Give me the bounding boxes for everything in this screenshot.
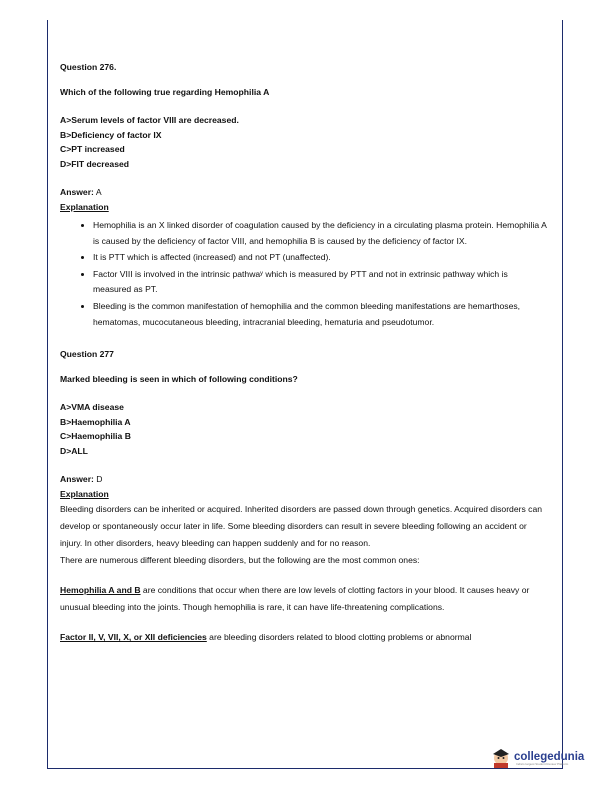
- collegedunia-logo: [490, 746, 584, 768]
- list-item: • Bleeding is the common manifestation of hemophilia and the common bleeding manifestations are hemarthoses, hematomas, mucocutaneous bleeding, intracranial bleeding, hematuria and pseudotumor.: [93, 299, 548, 330]
- q277-paragraph-1: Bleeding disorders can be inherited or acquired. Inherited disorders are passed down through genetics. Acquired disorders can develop or spontaneously occur later in life. Some bleeding disorders can result in severe bleeding following an accident or injury. In other disorders, heavy bleeding can happen suddenly and for no reason.: [60, 504, 543, 549]
- q277-option-d: D>ALL: [60, 445, 88, 456]
- question-276-title: Question 276.: [60, 62, 117, 72]
- q277-explanation-heading: Explanation: [60, 488, 109, 499]
- q277-option-a: A>VMA disease: [60, 402, 124, 413]
- logo-brand-text: collegedunia: [514, 751, 585, 763]
- factor-deficiency-description: are bleeding disorders related to blood clotting problems or abnormal: [206, 632, 472, 643]
- mascot-icon: [490, 746, 512, 768]
- q276-answer-value: A: [95, 187, 102, 197]
- q277-paragraph-2: There are numerous different bleeding disorders, but the following are the most common ones:: [60, 555, 420, 566]
- q277-paragraph-3: [60, 582, 548, 616]
- q277-option-b: B>Haemophilia A: [60, 416, 131, 427]
- q276-option-d: D>FIT decreased: [60, 158, 130, 169]
- factor-deficiency-term: Factor II, V, VII, X, or XII deficiencies: [60, 632, 207, 643]
- q276-explanation-list: [60, 218, 548, 330]
- list-item: • Factor VIII is involved in the intrinsic pathwaʸ which is measured by PTT and not in extrinsic pathway which is measured as PT.: [93, 267, 548, 298]
- list-item: • It is PTT which is affected (increased) and not PT (unaffected).: [93, 250, 548, 266]
- q277-option-c: C>Haemophilia B: [60, 431, 131, 442]
- q276-option-a: A>Serum levels of factor VIII are decreased.: [60, 115, 239, 125]
- question-277-text: Marked bleeding is seen in which of following conditions?: [60, 373, 298, 384]
- hemophilia-description: are conditions that occur when there are low levels of clotting factors in your blood. It causes heavy or unusual bleeding into the joints. Though hemophilia is rare, it can have life-threatening complications.: [60, 585, 530, 613]
- q277-answer-label: Answer:: [60, 474, 94, 485]
- q277-answer: [60, 472, 548, 487]
- q276-explanation-heading: Explanation: [60, 201, 109, 212]
- question-276-text: Which of the following true regarding Hemophilia A: [60, 86, 270, 97]
- q276-answer: [60, 185, 548, 200]
- hemophilia-term: Hemophilia A and B: [60, 585, 141, 596]
- list-item: • Hemophilia is an X linked disorder of coagulation caused by the deficiency in a circulating plasma protein. Hemophilia A is caused by the deficiency of factor VIII, and hemophilia B is caused by the deficiency of factor IX.: [93, 218, 548, 249]
- q276-option-c: C>PT increased: [60, 144, 125, 154]
- q277-answer-value: D: [96, 474, 103, 485]
- logo-tagline: India's largest Student Review Platform: [516, 762, 569, 766]
- q277-paragraph-4: [60, 629, 548, 646]
- q276-option-b: B>Deficiency of factor IX: [60, 129, 162, 140]
- q276-answer-label: Answer:: [60, 187, 94, 197]
- question-277-title: Question 277: [60, 349, 114, 360]
- document-body: [60, 60, 548, 646]
